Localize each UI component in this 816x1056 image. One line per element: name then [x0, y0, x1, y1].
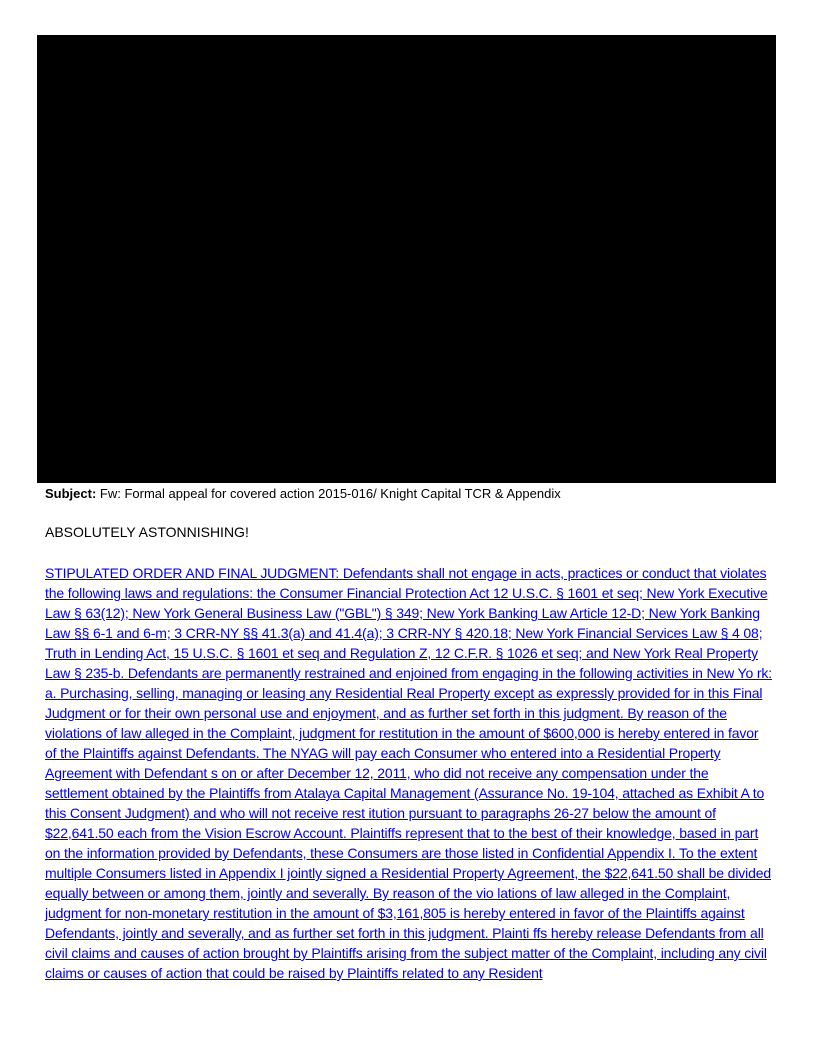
- judgment-link[interactable]: STIPULATED ORDER AND FINAL JUDGMENT: Defendants shall not engage in acts, practices or conduct that violates the following laws and regulations: the Consumer Financial Protection Act 12 U.S.C. § 1601 et seq; New York Executive Law § 63(12); New York General Business Law ("GBL") § 349; New York Banking Law Article 12-D; New York Banking Law §§ 6-1 and 6-m; 3 CRR-NY §§ 41.3(a) and 41.4(a); 3 CRR-NY § 420.18; New York Financial Services Law § 4 08; Truth in Lending Act, 15 U.S.C. § 1601 et seq and Regulation Z, 12 C.F.R. § 1026 et seq; and New York Real Property Law § 235-b. Defendants are permanently restrained and enjoined from engaging in the following activities in New Yo rk: a. Purchasing, selling, managing or leasing any Residential Real Property except as expressly provided for in this Final Judgment or for their own personal use and enjoyment, and as further set forth in this judgment. By reason of the violations of law alleged in the Complaint, judgment for restitution in the amount of $600,000 is hereby entered in favor of the Plaintiffs against Defendants. The NYAG will pay each Consumer who entered into a Residential Property Agreement with Defendant s on or after December 12, 2011, who did not receive any compensation under the settlement obtained by the Plaintiffs from Atalaya Capital Management (Assurance No. 19-104, attached as Exhibit A to this Consent Judgment) and who will not receive rest itution pursuant to paragraphs 26-27 below the amount of $22,641.50 each from the Vision Escrow Account. Plaintiffs represent that to the best of their knowledge, based in part on the information provided by Defendants, these Consumers are those listed in Confidential Appendix I. To the extent multiple Consumers listed in Appendix I jointly signed a Residential Property Agreement, the $22,641.50 shall be divided equally between or among them, jointly and severally. By reason of the vio lations of law alleged in the Complaint, judgment for non-monetary restitution in the amount of $3,161,805 is hereby entered in favor of the Plaintiffs against Defendants, jointly and severally, and as further set forth in this judgment. Plainti ffs hereby release Defendants from all civil claims and causes of action brought by Plaintiffs arising from the subject matter of the Complaint, including any civil claims or causes of action that could be raised by Plaintiffs related to any Resident: [45, 565, 772, 981]
- email-headline: ABSOLUTELY ASTONNISHING!: [45, 524, 249, 540]
- subject-label: Subject:: [45, 486, 97, 501]
- redaction-block: [37, 35, 776, 483]
- email-subject-line: [45, 486, 775, 502]
- subject-text: Fw: Formal appeal for covered action 2015-016/ Knight Capital TCR & Appendix: [99, 486, 561, 501]
